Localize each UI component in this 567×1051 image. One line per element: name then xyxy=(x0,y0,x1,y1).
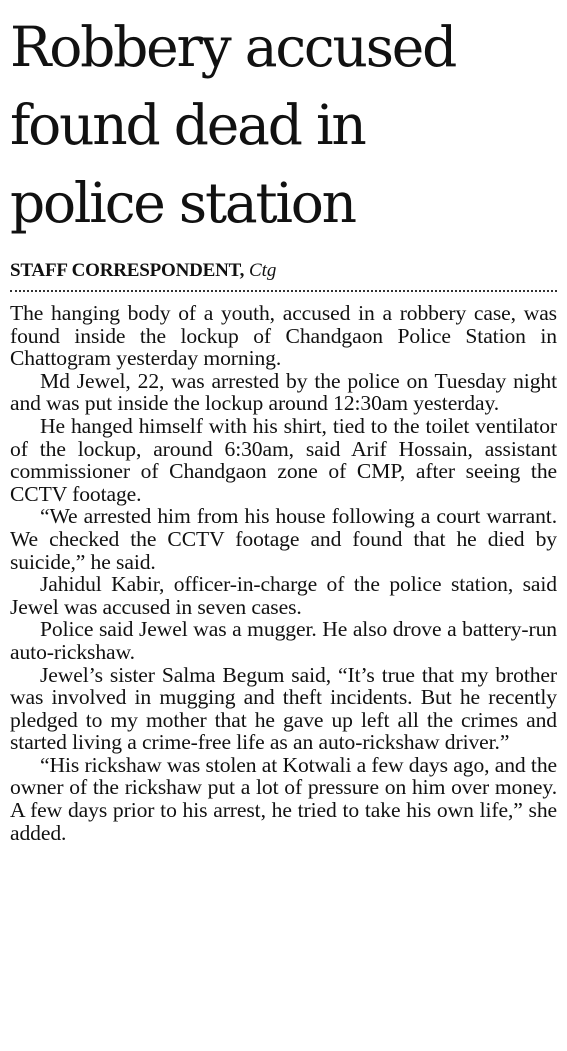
article-paragraph: Jahidul Kabir, officer-in-charge of the police station, said Jewel was accused in seven cases. xyxy=(10,572,557,619)
article-paragraph: “His rickshaw was stolen at Kotwali a few days ago, and the owner of the rickshaw put a lot of pressure on him over money. A few days prior to his arrest, he tried to take his own life,” she added. xyxy=(10,752,558,845)
article-paragraph: Md Jewel, 22, was arrested by the police on Tuesday night and was put inside the lockup around 12:30am yesterday. xyxy=(10,368,557,416)
headline xyxy=(10,8,557,242)
byline xyxy=(10,260,557,282)
byline-author: STAFF CORRESPONDENT, xyxy=(10,260,245,281)
article-paragraph: “We arrested him from his house following a court warrant. We checked the CCTV footage and found that he died by suicide,” he said. xyxy=(10,504,557,574)
news-article xyxy=(10,8,557,844)
headline-line: found dead in xyxy=(10,93,365,157)
headline-line: police station xyxy=(10,171,355,235)
article-paragraph: Police said Jewel was a mugger. He also drove a battery-run auto-rickshaw. xyxy=(10,617,557,664)
article-paragraph: Jewel’s sister Salma Begum said, “It’s true that my brother was involved in mugging and theft incidents. But he recently pledged to my mother that he gave up left all the crimes and started living a crime-free life as an auto-rickshaw driver.” xyxy=(10,662,557,755)
article-paragraph: The hanging body of a youth, accused in a robbery case, was found inside the lockup of Chandgaon Police Station in Chattogram yesterday morning. xyxy=(10,301,557,371)
article-paragraph: He hanged himself with his shirt, tied to the toilet ventilator of the lockup, around 6:30am, said Arif Hossain, assistant commissioner of Chandgaon zone of CMP, after seeing the CCTV footage. xyxy=(10,413,557,506)
dotted-divider xyxy=(10,290,557,292)
headline-line: Robbery accused xyxy=(10,15,456,79)
article-body xyxy=(10,302,557,844)
byline-location: Ctg xyxy=(248,260,277,281)
